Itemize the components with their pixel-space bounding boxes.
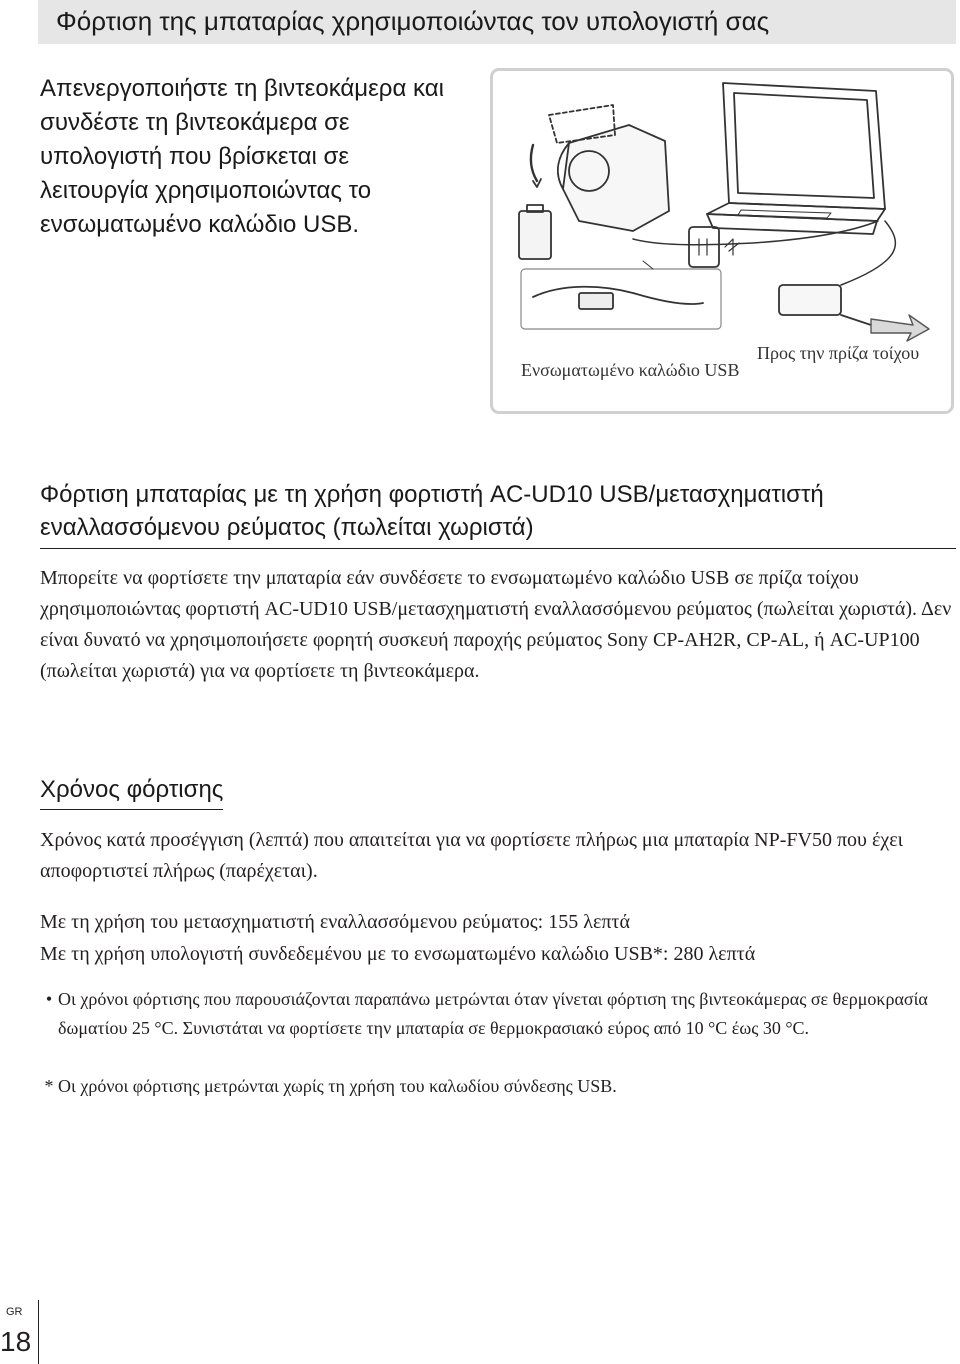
charge-time-usb-line: Με τη χρήση υπολογιστή συνδεδεμένου με το ενσωματωμένο καλώδιο USB*: 280 λεπτά <box>40 943 756 965</box>
battery-pack <box>519 211 551 259</box>
page-number: 18 <box>0 1326 32 1357</box>
inset-plug-detail <box>521 269 721 329</box>
note-text: Οι χρόνοι φόρτισης που παρουσιάζονται παραπάνω μετρώνται όταν γίνεται φόρτιση της βιντεοκάμερας σε θερμοκρασία δωματίου 25 °C. Συνιστάται να φορτίσετε την μπαταρία σε θερμοκρασιακό εύρος από 10 °C έως 30 °C. <box>58 989 928 1038</box>
charge-time-heading-text: Χρόνος φόρτισης <box>40 773 223 810</box>
charge-time-heading <box>40 773 223 810</box>
bullet-marker: • <box>45 989 53 1009</box>
ac-adapter <box>779 285 841 315</box>
caption-usb-cable: Ενσωματωμένο καλώδιο USB <box>521 360 740 380</box>
section-header-bar <box>38 0 956 44</box>
intro-instruction: Απενεργοποιήστε τη βιντεοκάμερα και συνδέστε τη βιντεοκάμερα σε υπολογιστή που βρίσκεται σε λειτουργία χρησιμοποιώντας το ενσωματωμένο καλώδιο USB. <box>40 75 444 238</box>
charge-time-adapter-line: Με τη χρήση του μετασχηματιστή εναλλασσόμενου ρεύματος: 155 λεπτά <box>40 911 630 933</box>
wall-plug-arrow <box>871 315 929 341</box>
charge-time-intro: Χρόνος κατά προσέγγιση (λεπτά) που απαιτείται για να φορτίσετε πλήρως μια μπαταρία NP-FV50 που έχει αποφορτιστεί πλήρως (παρέχεται). <box>40 829 904 882</box>
ac-charging-body: Μπορείτε να φορτίσετε την μπαταρία εάν συνδέσετε το ενσωματωμένο καλώδιο USB σε πρίζα τοίχου χρησιμοποιώντας φορτιστή AC-UD10 USB/μετασχηματιστή εναλλασσόμενου ρεύματος (πωλείται χωριστά). Δεν είναι δυνατό να χρησιμοποιήσετε φορητή συσκευή παροχής ρεύματος Sony CP-AH2R, CP-AL, ή AC-UP100 (πωλείται χωριστά) για να φορτίσετε τη βιντεοκάμερα. <box>40 567 952 682</box>
ac-charging-heading: Φόρτιση μπαταρίας με τη χρήση φορτιστή AC-UD10 USB/μετασχηματιστή εναλλασσόμενου ρεύματος (πωλείται χωριστά) <box>40 478 956 549</box>
footer-language-tag: GR <box>6 1306 23 1318</box>
section-title: Φόρτιση της μπαταρίας χρησιμοποιώντας τον υπολογιστή σας <box>56 6 770 36</box>
connection-illustration <box>490 68 954 414</box>
laptop-screen <box>723 83 885 209</box>
caption-wall-outlet: Προς την πρίζα τοίχου <box>757 343 920 363</box>
asterisk-marker: * <box>44 1076 54 1096</box>
camcorder-body <box>563 125 669 231</box>
usb-port-symbol <box>689 227 719 267</box>
note-text: Οι χρόνοι φόρτισης μετρώνται χωρίς τη χρήση του καλωδίου σύνδεσης USB. <box>58 1076 617 1096</box>
footer-divider <box>38 1300 39 1364</box>
